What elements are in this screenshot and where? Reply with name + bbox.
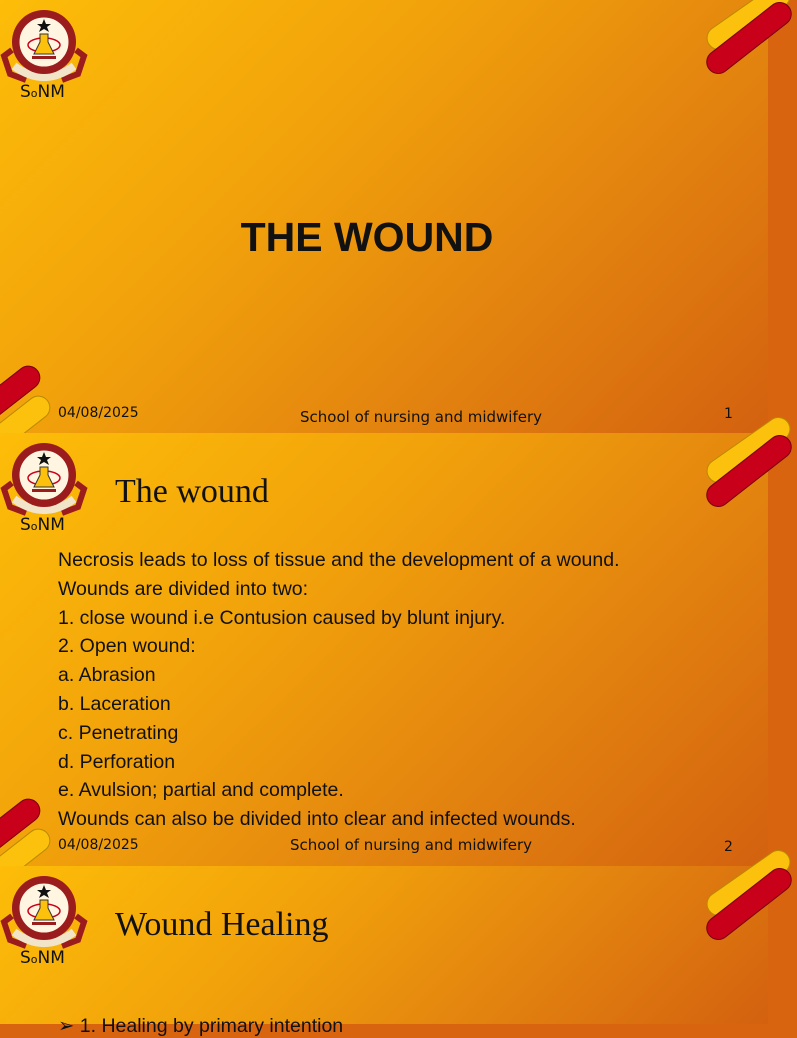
body-line: Wounds are divided into two: (58, 577, 309, 600)
footer-date: 04/08/2025 (58, 837, 139, 853)
bullet-text: 1. Healing by primary intention (79, 1015, 344, 1037)
body-line: Necrosis leads to loss of tissue and the development of a wound. (58, 549, 620, 571)
school-seal-logo (2, 437, 86, 517)
bullet-item (58, 1014, 343, 1038)
arrow-bullet-icon: ➢ (58, 1015, 75, 1037)
slide-2[interactable] (0, 433, 768, 866)
org-short-name: SoNM (20, 82, 65, 102)
body-line: a. Abrasion (58, 664, 156, 687)
slide-title: The wound (115, 473, 269, 510)
org-short-name: SoNM (20, 515, 65, 535)
body-line: 1. close wound i.e Contusion caused by blunt injury. (58, 606, 506, 629)
body-line: d. Perforation (58, 750, 176, 773)
footer-slide-number: 2 (724, 839, 733, 855)
slide-body-text (58, 546, 620, 834)
slide-1[interactable] (0, 0, 768, 433)
slide-title: Wound Healing (115, 906, 329, 943)
footer-date: 04/08/2025 (58, 405, 139, 421)
slide-3[interactable] (0, 866, 768, 1037)
body-line: 2. Open wound: (58, 635, 196, 658)
body-line: c. Penetrating (58, 721, 179, 744)
body-line: e. Avulsion; partial and complete. (58, 779, 344, 802)
body-line: b. Laceration (58, 692, 171, 715)
school-seal-logo (2, 4, 86, 84)
slide-title: THE WOUND (240, 214, 494, 260)
footer-slide-number: 1 (724, 406, 733, 422)
footer-org-name: School of nursing and midwifery (290, 836, 533, 854)
footer-org-name: School of nursing and midwifery (300, 408, 543, 426)
body-line: Wounds can also be divided into clear and infected wounds. (58, 808, 576, 831)
org-short-name: SoNM (20, 948, 65, 968)
school-seal-logo (2, 870, 86, 950)
